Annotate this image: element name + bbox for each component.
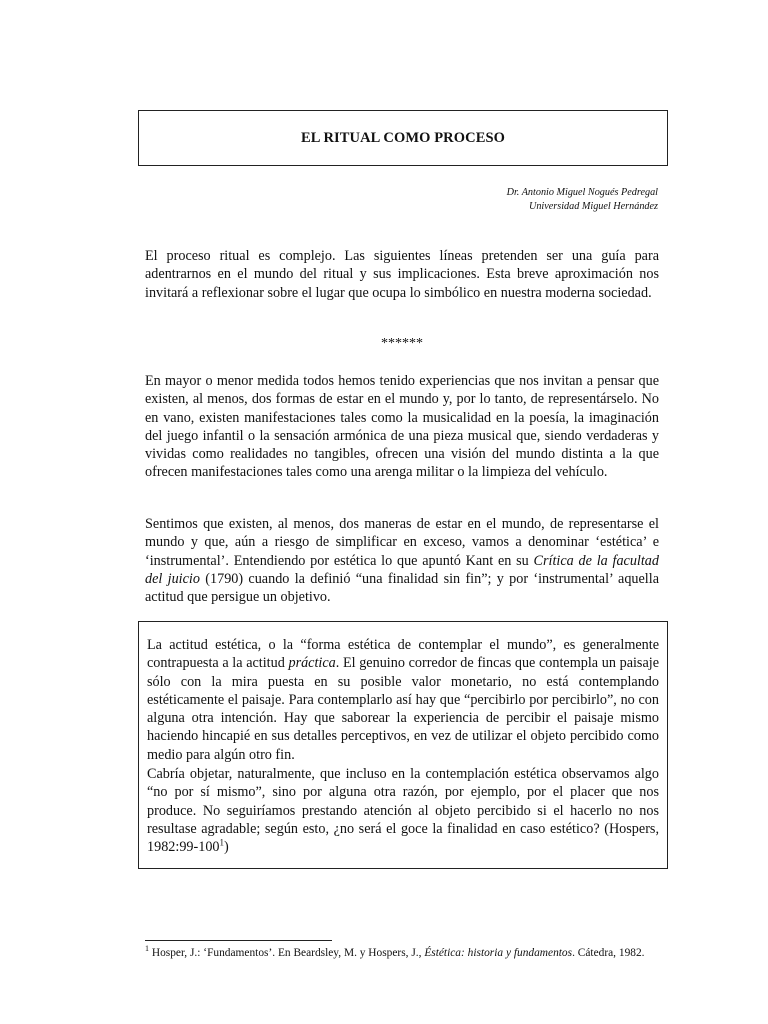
author-block (507, 186, 658, 214)
quote-text: La actitud estética, o la “forma estética de contemplar el mundo”, es generalmente contrapuesta a la actitud (147, 637, 659, 672)
quote-paragraph-2 (147, 765, 659, 856)
paragraph-text: (1790) cuando la definió “una finalidad sin fin”; y por ‘instrumental’ aquella actitud que persigue un objetivo. (145, 570, 659, 606)
intro-paragraph: El proceso ritual es complejo. Las siguientes líneas pretenden ser una guía para adentrarnos en el mundo del ritual y sus implicaciones. Esta breve aproximación nos invitará a reflexionar sobre el lugar que ocupa lo simbólico en nuestra moderna sociedad. (145, 248, 659, 301)
quote-box (138, 621, 668, 869)
footnote (145, 946, 665, 962)
quote-emphasis: práctica (288, 655, 336, 672)
quote-paragraph-1 (147, 636, 659, 764)
author-affiliation: Universidad Miguel Hernández (528, 201, 658, 212)
title-box (138, 110, 668, 166)
quote-text: ) (224, 839, 229, 856)
quote-text: . El genuino corredor de fincas que contempla un paisaje sólo con la mira puesta en su posible valor monetario, no está contemplando estéticamente el paisaje. Para contemplarlo así hay que “percibirlo por percibirlo”, no con alguna otra intención. Hay que saborear la experiencia de percibir el paisaje mismo haciendo hincapié en sus detalles perceptivos, en vez de utilizar el objeto percibido como medio para algún otro fin. (147, 655, 659, 763)
footnote-divider (145, 940, 332, 941)
body-paragraph-1: En mayor o menor medida todos hemos tenido experiencias que nos invitan a pensar que existen, al menos, dos formas de estar en el mundo y, por lo tanto, de representárselo. No en vano, existen manifestaciones tales como la musicalidad en la poesía, la imaginación del juego infantil o la sensación armónica de una pieza musical que, siendo verdaderas y vividas como realidades no tangibles, ofrecen una visión del mundo distinta a la que ofrecen manifestaciones tales como una arenga militar o la limpieza del vehículo. (145, 373, 659, 481)
quote-text: Cabría objetar, naturalmente, que incluso en la contemplación estética observamos algo “no por sí mismo”, sino por alguna otra razón, por ejemplo, por el placer que nos produce. No seguiríamos prestando atención al objeto percibido si el hacerlo no nos resultase agradable; según esto, ¿no será el goce la finalidad en caso estético? (Hospers, 1982:99-100 (147, 766, 659, 856)
footnote-number: 1 (145, 944, 149, 954)
section-separator: ****** (381, 336, 423, 351)
footnote-text: . Cátedra, 1982. (572, 947, 645, 959)
book-title: Crítica de la facultad del juicio (145, 552, 659, 587)
footnote-book-title: Éstética: historia y fundamentos (424, 947, 573, 959)
footnote-text: Hosper, J.: ‘Fundamentos’. En Beardsley, M. y Hospers, J., (149, 947, 425, 959)
paragraph-text: Sentimos que existen, al menos, dos maneras de estar en el mundo, de representarse el mundo y que, aún a riesgo de simplificar en exceso, vamos a denominar ‘estética’ e ‘instrumental’. Entendiendo por estética lo que apuntó Kant en su (145, 516, 659, 569)
footnote-reference[interactable]: 1 (219, 837, 225, 848)
author-name: Dr. Antonio Miguel Nogués Pedregal (506, 187, 658, 198)
page-title: EL RITUAL COMO PROCESO (300, 129, 506, 146)
body-paragraph-2 (145, 515, 659, 606)
